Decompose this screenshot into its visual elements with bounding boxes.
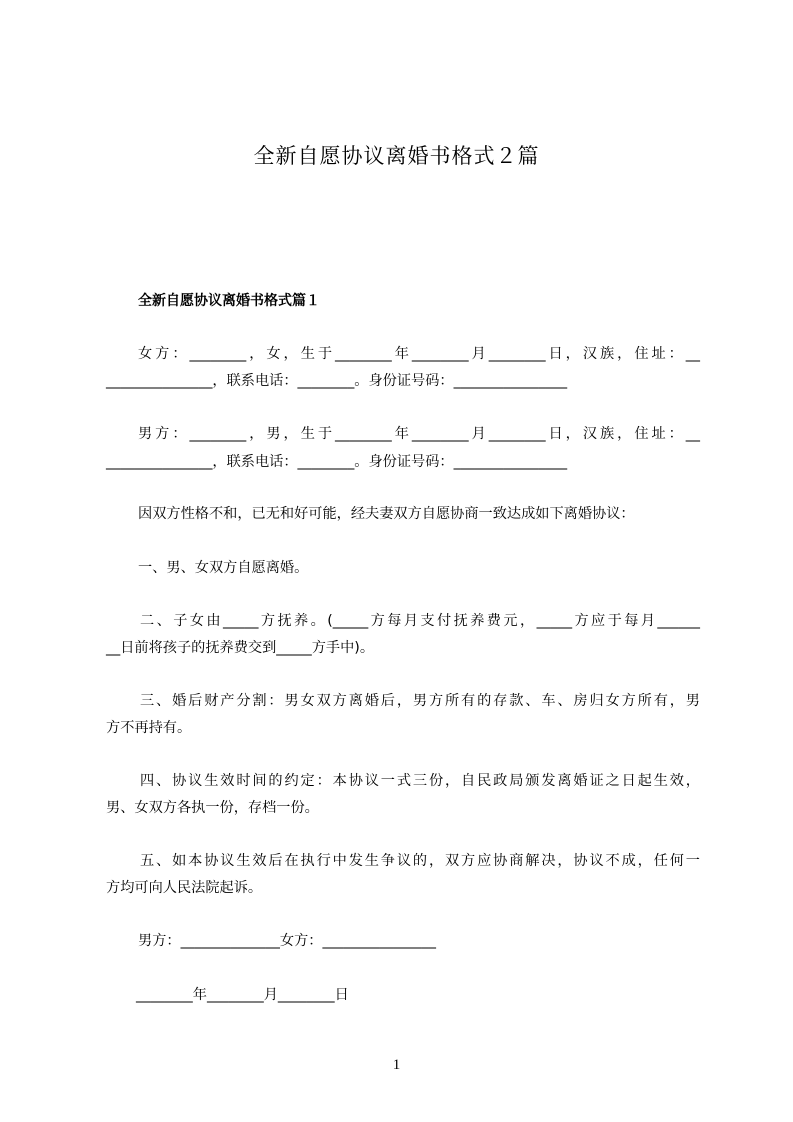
section-heading: 全新自愿协议离婚书格式篇１ xyxy=(138,293,320,309)
clause-4-line-2: 男、女双方各执一份，存档一份。 xyxy=(106,800,319,816)
female-info-line-1: 女方：________，女，生于________年________月________日，汉族，住址：__ xyxy=(138,346,700,362)
date-line: ________年________月________日 xyxy=(136,987,349,1003)
clause-3-line-1: 三、婚后财产分割：男女双方离婚后，男方所有的存款、车、房归女方所有，男 xyxy=(140,693,700,709)
male-info-line-1: 男方：________，男，生于________年________月________日，汉族，住址：__ xyxy=(138,426,700,442)
document-title: 全新自愿协议离婚书格式２篇 xyxy=(253,144,540,168)
clause-5-line-1: 五、如本协议生效后在执行中发生争议的，双方应协商解决，协议不成，任何一 xyxy=(140,853,700,869)
clause-4-line-1: 四、协议生效时间的约定：本协议一式三份，自民政局颁发离婚证之日起生效， xyxy=(140,773,700,789)
female-info-line-2: _______________，联系电话：________。身份证号码：________________ xyxy=(106,373,568,389)
divorce-reason: 因双方性格不和，已无和好可能，经夫妻双方自愿协商一致达成如下离婚协议： xyxy=(138,506,635,522)
clause-2-line-1: 二、子女由_____方抚养。(_____方每月支付抚养费元，_____方应于每月______ xyxy=(140,613,700,629)
signature-line: 男方：______________女方：________________ xyxy=(138,933,436,949)
clause-1: 一、男、女双方自愿离婚。 xyxy=(138,560,309,576)
clause-2-line-2: __日前将孩子的抚养费交到_____方手中)。 xyxy=(106,640,375,656)
male-info-line-2: _______________，联系电话：________。身份证号码：________________ xyxy=(106,454,568,470)
page-number: 1 xyxy=(392,1057,401,1073)
clause-5-line-2: 方均可向人民法院起诉。 xyxy=(106,880,263,896)
clause-3-line-2: 方不再持有。 xyxy=(106,720,192,736)
